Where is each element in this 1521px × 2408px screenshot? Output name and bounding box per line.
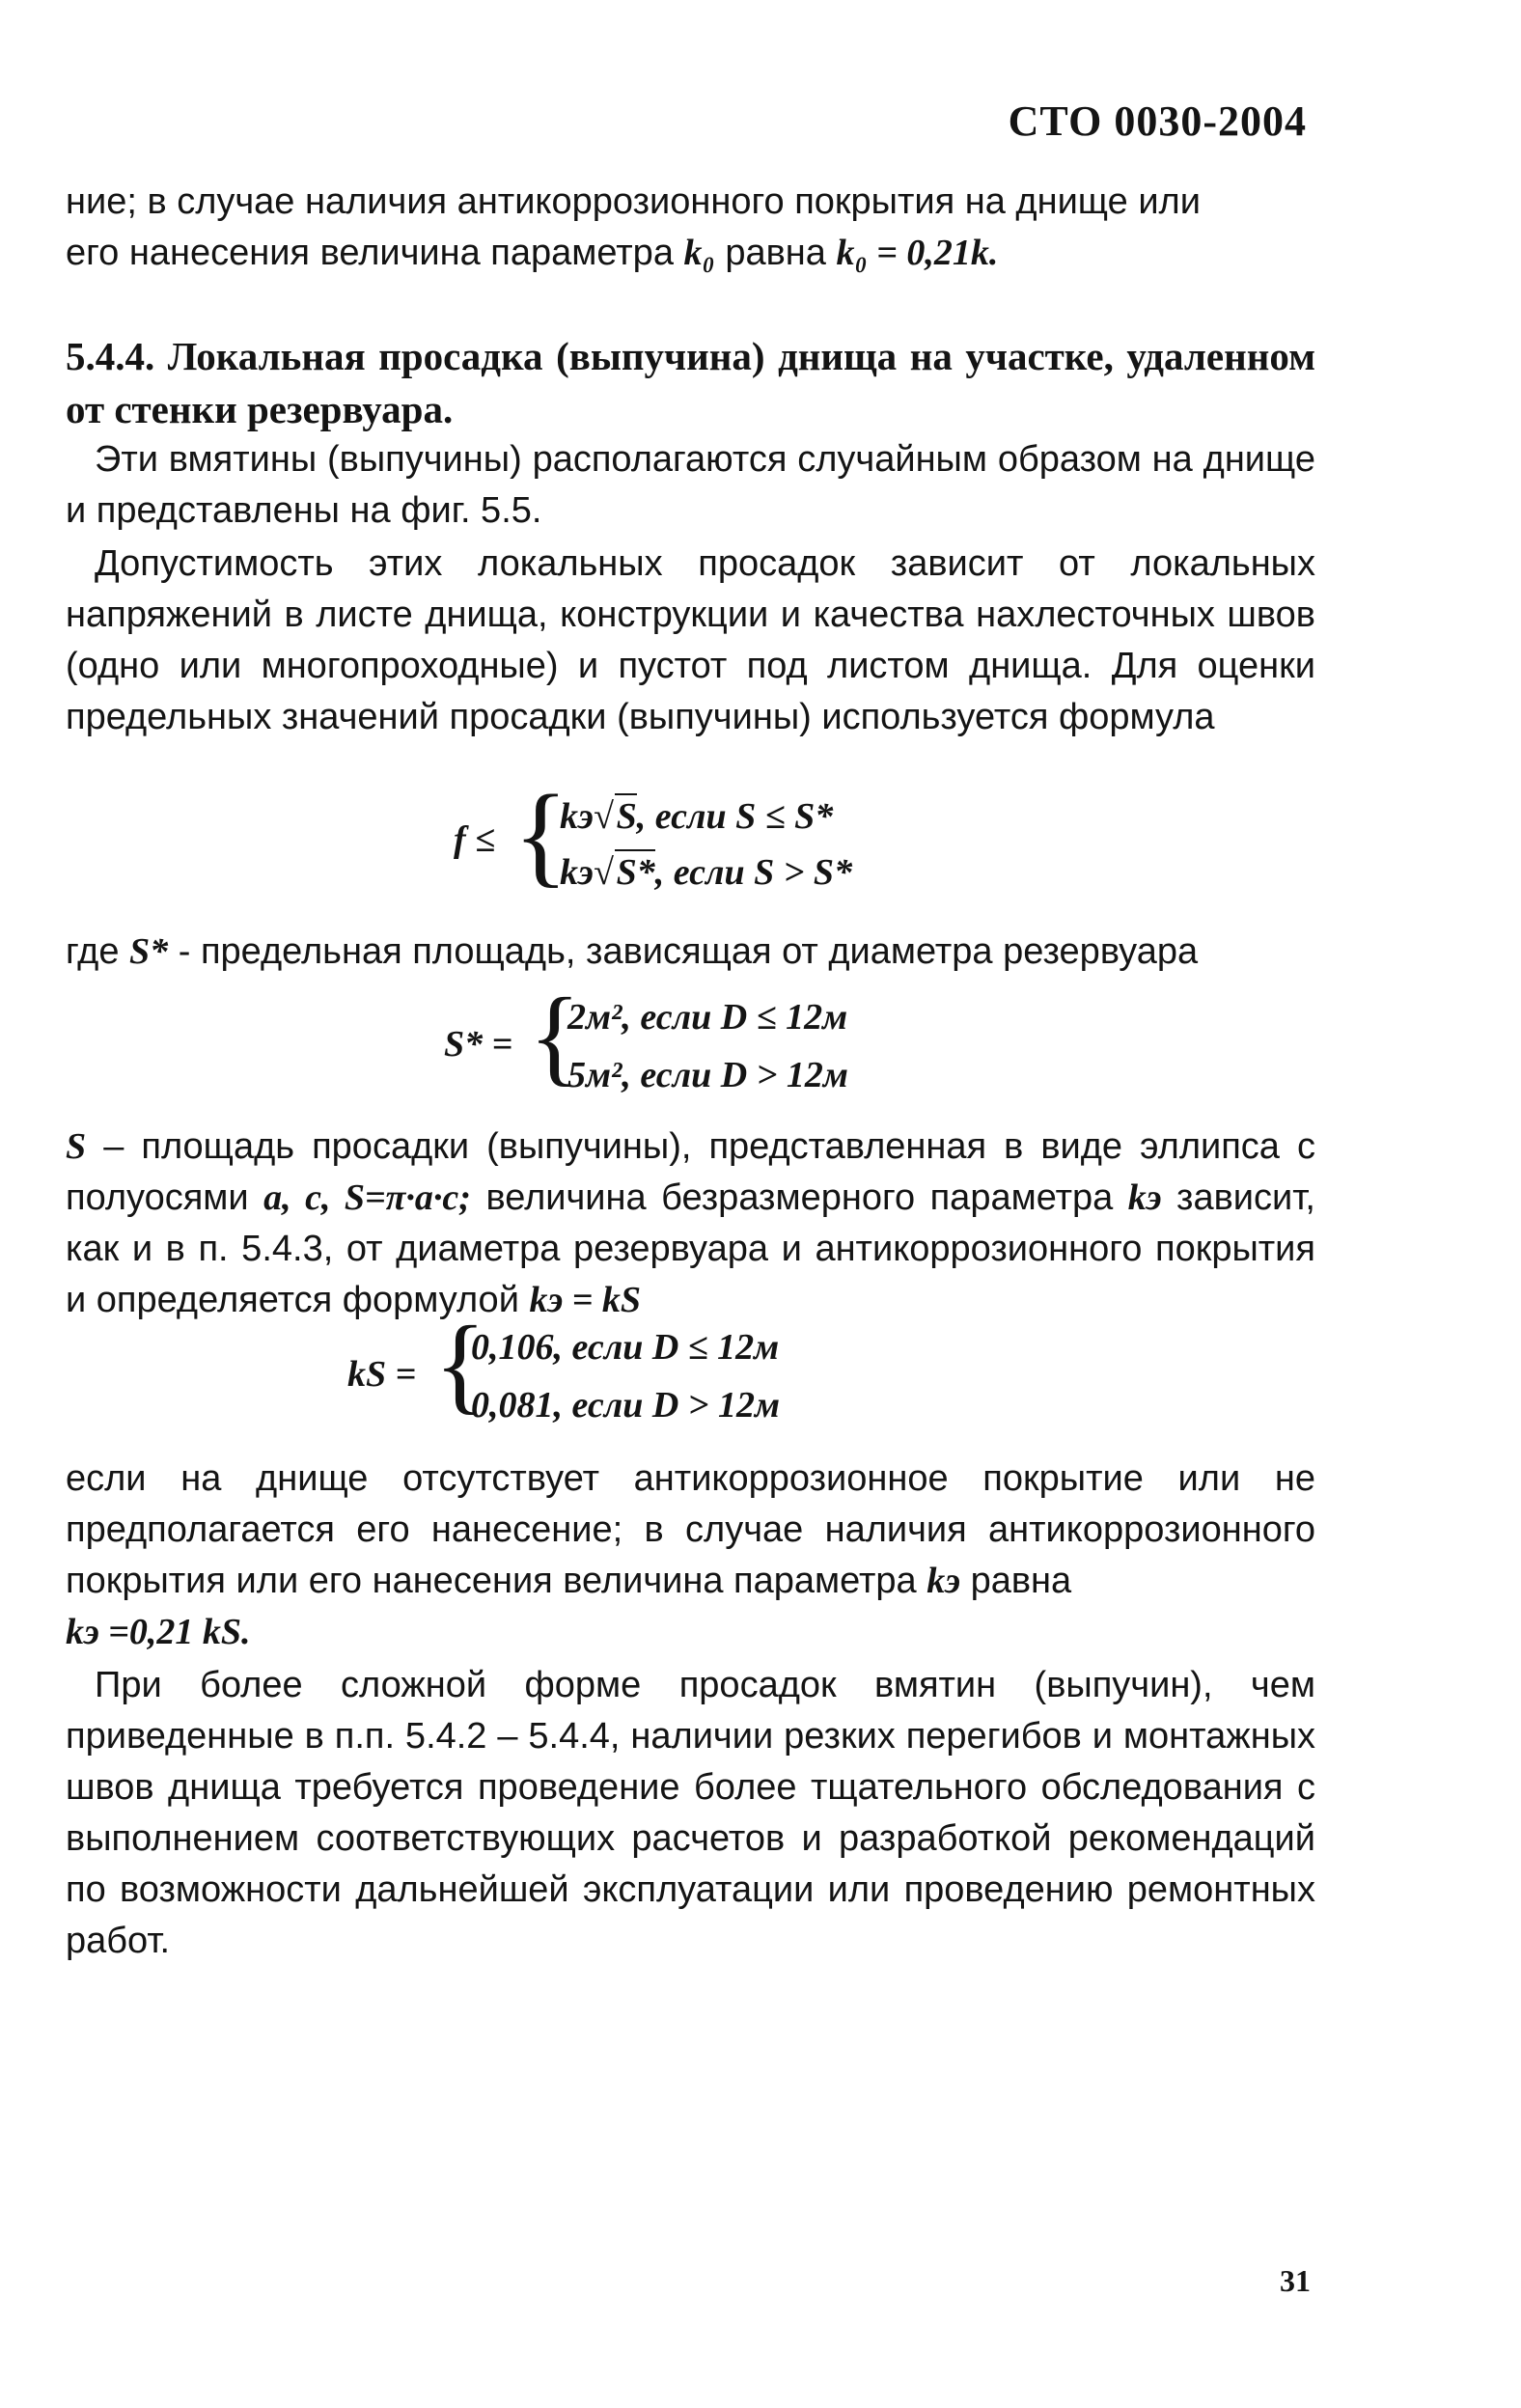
formula1-case2: kэ√S*, если S > S*	[560, 849, 852, 894]
paragraph-area-definition	[66, 1121, 1315, 1326]
formula1-case1-cond: , если S ≤ S*	[636, 796, 834, 837]
where-text-b: - предельная площадь, зависящая от диаметра резервуара	[168, 931, 1199, 972]
para3-text-2: величина безразмерного параметра	[470, 1177, 1128, 1218]
ke-symbol-2: kэ	[926, 1561, 961, 1601]
paragraph-complex-shape: При более сложной форме просадок вмятин (выпучин), чем приведенные в п.п. 5.4.2 – 5.4.4, наличии резких перегибов и монтажных швов днища требуется проведение более тщательного обследования с выполнением соответствующих расчетов и разработкой рекомендаций по возможности дальнейшей эксплуатации или проведению ремонтных работ.	[66, 1665, 1315, 1961]
formula1-brace: {	[513, 771, 568, 898]
s-star-symbol: S*	[129, 931, 169, 972]
formula3-case2: 0,081, если D > 12м	[471, 1385, 780, 1425]
formula3-brace: {	[434, 1305, 486, 1425]
continued-line-1: ние; в случае наличия антикоррозионного покрытия на днище или	[66, 181, 1201, 222]
para4-text-1: если на днище отсутствует антикоррозионное покрытие или не предполагается его нанесение; в случае наличия антикоррозионного покрытия или его нанесения величина параметра	[66, 1458, 1315, 1601]
formula1-case2-sqrt: S*	[615, 849, 655, 894]
paragraph-permissibility: Допустимость этих локальных просадок зависит от локальных напряжений в листе днища, конструкции и качества нахлесточных швов (одно или многопроходные) и пустот под листом днища. Для оценки предельных значений просадки (выпучины) используется формула	[66, 543, 1315, 737]
where-line	[66, 927, 1315, 978]
formula1-case2-cond: , если S > S*	[654, 852, 853, 893]
continued-line-2b: равна	[714, 233, 837, 273]
formula2-lhs: S* =	[444, 1024, 513, 1065]
formula3-case1: 0,106, если D ≤ 12м	[471, 1327, 780, 1368]
ke-coating-equation: kэ =0,21 kS.	[66, 1612, 251, 1652]
formula2-case2: 5м², если D > 12м	[567, 1055, 848, 1095]
document-code: СТО 0030-2004	[1008, 97, 1307, 145]
ke-symbol: kэ	[1127, 1177, 1162, 1218]
formula3-lhs: kS =	[347, 1354, 417, 1395]
para3-text-3: зависит, как и в п. 5.4.3, от диаметра резервуара и антикоррозионного покрытия и определяется формулой	[66, 1177, 1315, 1320]
page-number: 31	[1280, 2263, 1311, 2298]
paragraph-dents-location: Эти вмятины (выпучины) располагаются случайным образом на днище и представлены на фиг. 5.5.	[66, 439, 1315, 531]
para3-text-1: – площадь просадки (выпучины), представленная в виде эллипса с полуосями	[66, 1126, 1315, 1218]
formula1-case1: kэ√S, если S ≤ S*	[560, 793, 833, 838]
formula-ks-coefficient	[347, 1305, 849, 1433]
s-symbol: S	[66, 1126, 87, 1167]
where-text-a: где	[66, 931, 130, 972]
section-heading: 5.4.4. Локальная просадка (выпучина) днища на участке, удаленном от стенки резервуара.	[66, 334, 1315, 431]
formula1-case1-k: kэ	[560, 796, 594, 837]
ke-equation: kэ = kS	[529, 1280, 642, 1320]
paragraph-coating	[66, 1453, 1315, 1658]
formula-deflection-limit	[454, 771, 898, 902]
formula-limit-area	[444, 977, 888, 1105]
formula1-lhs: f ≤	[454, 819, 496, 860]
k0-symbol: k₀	[683, 233, 715, 273]
semiaxes-expression: a, c, S=π·a·c;	[263, 1177, 471, 1218]
para4-text-2: равна	[960, 1561, 1072, 1601]
continued-line-2a: его нанесения величина параметра	[66, 233, 684, 273]
continued-paragraph	[66, 177, 1315, 279]
formula2-brace: {	[529, 977, 581, 1096]
k0-equation: k₀ = 0,21k.	[836, 233, 999, 273]
formula1-case2-k: kэ	[560, 852, 594, 893]
formula2-case1: 2м², если D ≤ 12м	[567, 997, 848, 1038]
formula1-case1-sqrt: S	[615, 793, 637, 838]
